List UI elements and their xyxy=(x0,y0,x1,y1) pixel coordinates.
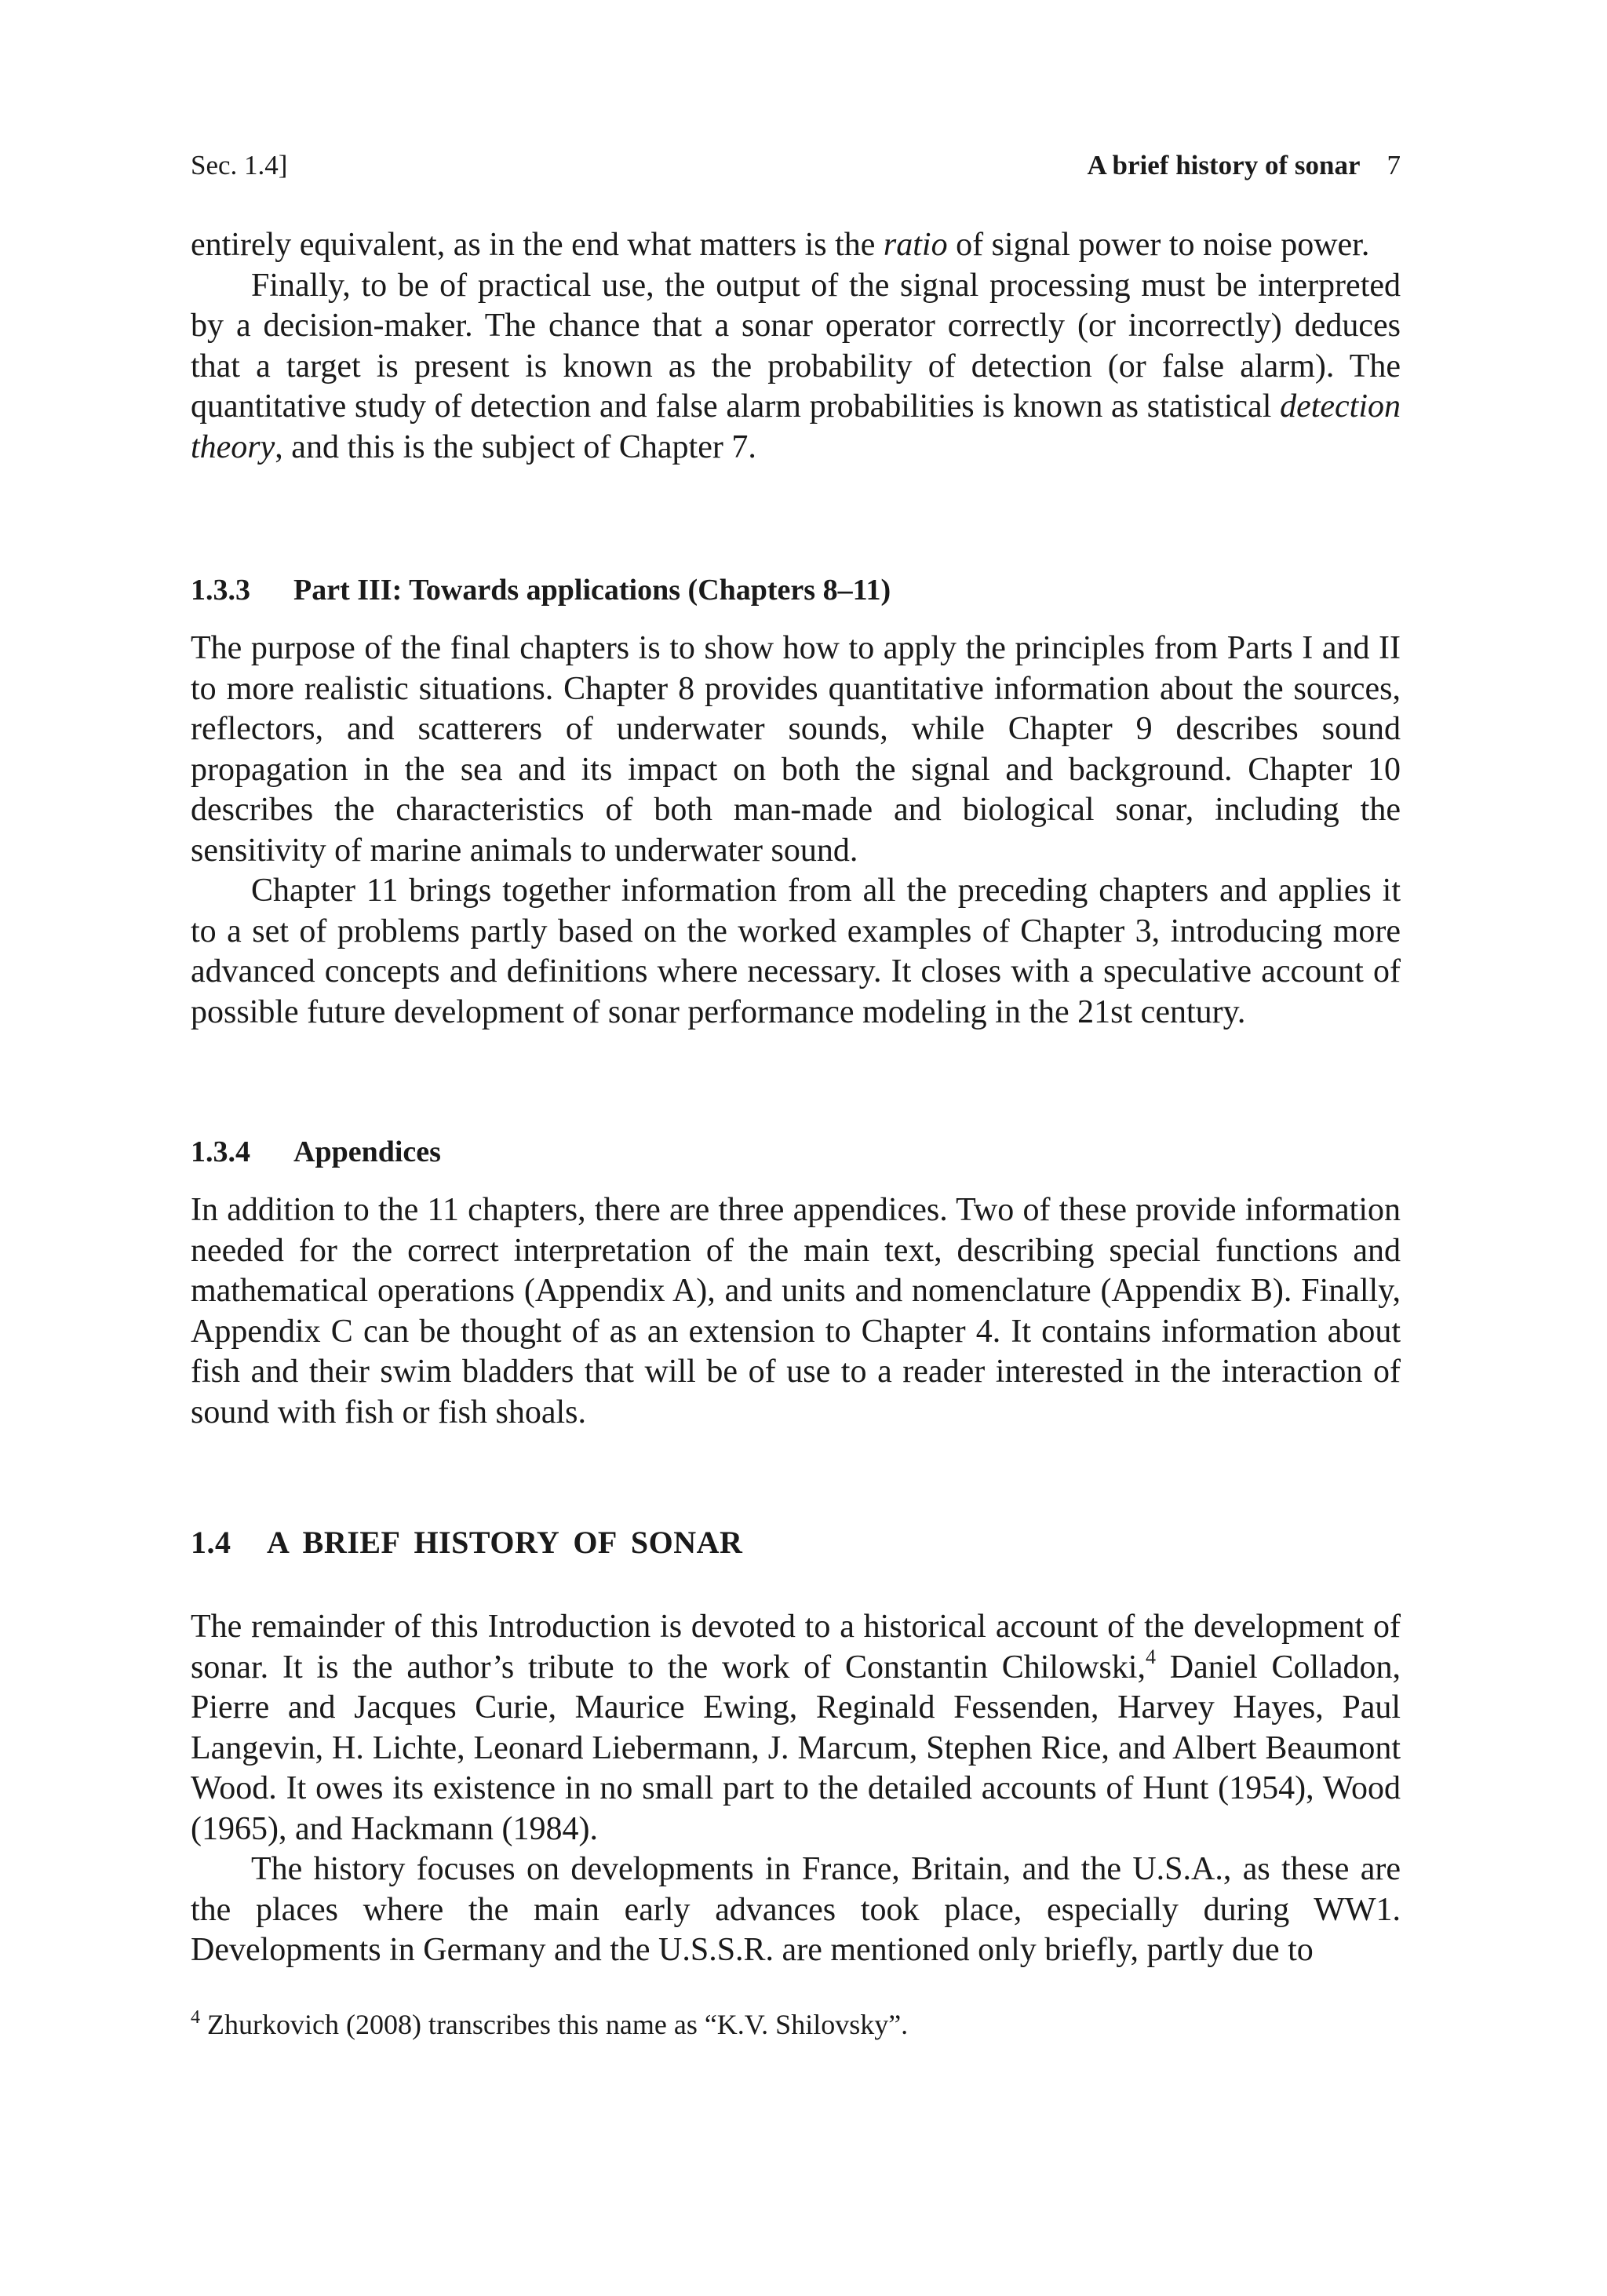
paragraph: In addition to the 11 chapters, there are three appendices. Two of these provide information needed for the correct interpretation of the main text, describing special functions and mathematical operations (Appendix A), and units and nomenclature (Appendix B). Finally, Appendix C can be thought of as an extension to Chapter 4. It contains information about fish and their swim bladders that will be of use to a reader interested in the interaction of sound with fish or fish shoals. xyxy=(191,1192,1401,1430)
running-head xyxy=(191,146,1401,185)
section-title: Part III: Towards applications (Chapters 8–11) xyxy=(293,574,891,607)
footnote-marker: 4 xyxy=(191,2007,200,2028)
emphasis-ratio: ratio xyxy=(883,227,948,263)
paragraph-continued xyxy=(191,225,1401,266)
running-head-right xyxy=(1087,146,1401,185)
paragraph-text: Finally, to be of practical use, the output of the signal processing must be interpreted by a decision-maker. The chance that a sonar operator correctly (or incorrectly) deduces that a target is present is known as the probability of detection (or false alarm). The quantitative study of detection and false alarm probabilities is known as statistical xyxy=(191,267,1401,425)
paragraph-text: entirely equivalent, as in the end what matters is the xyxy=(191,227,884,263)
section-1-4 xyxy=(191,1522,1401,1971)
section-number: 1.3.3 xyxy=(191,574,250,607)
running-head-section: Sec. 1.4] xyxy=(191,150,288,180)
page-number: 7 xyxy=(1387,150,1401,180)
paragraph: The history focuses on developments in France, Britain, and the U.S.A., as these are the places where the main early advances took place, especially during WW1. Developments in Germany and the U.S.S.R. are mentioned only briefly, partly due to xyxy=(191,1851,1401,1968)
section-heading-1-4 xyxy=(191,1522,1401,1563)
section-number: 1.4 xyxy=(191,1525,231,1560)
paragraph-finally xyxy=(191,266,1401,468)
footnote xyxy=(191,2005,1401,2044)
section-number: 1.3.4 xyxy=(191,1135,250,1168)
section-1-3-4 xyxy=(191,1132,1401,1433)
paragraph-text: , and this is the subject of Chapter 7. xyxy=(275,428,756,465)
section-heading-1-3-4 xyxy=(191,1132,1401,1172)
paragraph: Chapter 11 brings together information from all the preceding chapters and applies it to a set of problems partly based on the worked examples of Chapter 3, introducing more advanced concepts and definitions where necessary. It closes with a speculative account of possible future development of sonar performance modeling in the 21st century. xyxy=(191,873,1401,1030)
footnote-ref[interactable]: 4 xyxy=(1145,1645,1156,1668)
paragraph-text: The remainder of this Introduction is devoted to a historical account of the development of sonar. It is the author’s tribute to the work of Constantin Chilowski, xyxy=(191,1609,1401,1686)
section-title: A BRIEF HISTORY OF SONAR xyxy=(267,1525,743,1560)
paragraph xyxy=(191,1607,1401,1850)
paragraph-text: of signal power to noise power. xyxy=(947,227,1370,263)
running-head-title: A brief history of sonar xyxy=(1087,150,1361,180)
section-title: Appendices xyxy=(293,1135,441,1168)
body-text-top xyxy=(191,225,1401,468)
paragraph: The purpose of the final chapters is to show how to apply the principles from Parts I and II to more realistic situations. Chapter 8 provides quantitative information about the sources, reflectors, and scatterers of underwater sounds, while Chapter 9 describes sound propagation in the sea and its impact on both the signal and background. Chapter 10 describes the characteristics of both man-made and biological sonar, including the sensitivity of marine animals to underwater sound. xyxy=(191,630,1401,869)
footnote-text: Zhurkovich (2008) transcribes this name as “K.V. Shilovsky”. xyxy=(200,2009,909,2040)
section-heading-1-3-3 xyxy=(191,570,1401,610)
emphasis-detection-theory: detection theory xyxy=(191,388,1401,465)
paragraph-text: Daniel Colladon, Pierre and Jacques Curie, Maurice Ewing, Reginald Fessenden, Harvey Hayes, Paul Langevin, H. Lichte, Leonard Liebermann, J. Marcum, Stephen Rice, and Albert Beaumont Wood. It owes its existence in no small part to the detailed accounts of Hunt (1954), Wood (1965), and Hackmann (1984). xyxy=(191,1649,1401,1847)
section-1-3-3 xyxy=(191,570,1401,1033)
